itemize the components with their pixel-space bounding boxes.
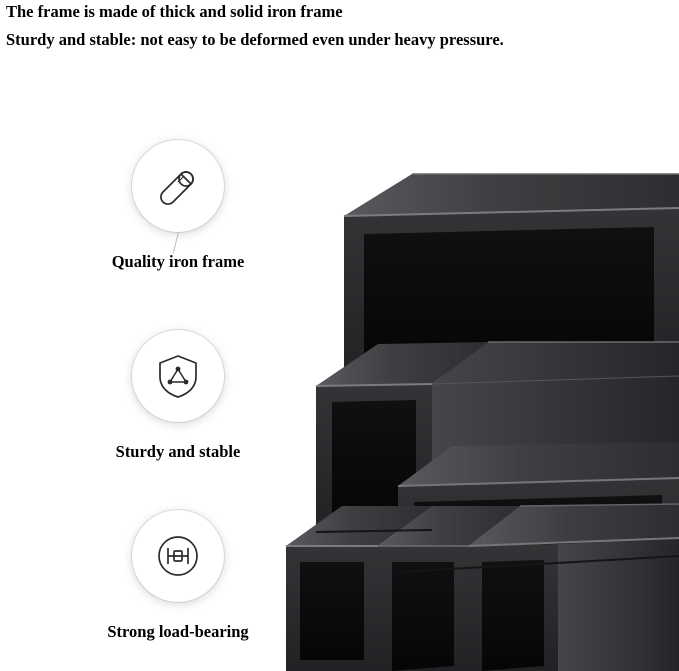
load-bearing-icon [152,530,204,582]
headline-line-2: Sturdy and stable: not easy to be deformed even under heavy pressure. [6,30,504,49]
feature-label: Quality iron frame [111,252,245,271]
shield-check-icon [153,350,203,402]
feature-badge [132,330,224,422]
feature-item-sturdy-and-stable [78,330,278,462]
feature-item-strong-load-bearing [78,510,278,642]
feature-badge [132,510,224,602]
headline-line-1: The frame is made of thick and solid iron frame [6,2,343,21]
feature-badge [132,140,224,232]
feature-label: Strong load-bearing [107,622,249,641]
stacked-steel-tubes-photo [282,126,679,671]
feature-item-quality-iron-frame [78,140,278,272]
metal-tube-icon [152,160,204,212]
badge-connector-line [173,232,179,254]
feature-label: Sturdy and stable [115,442,241,461]
